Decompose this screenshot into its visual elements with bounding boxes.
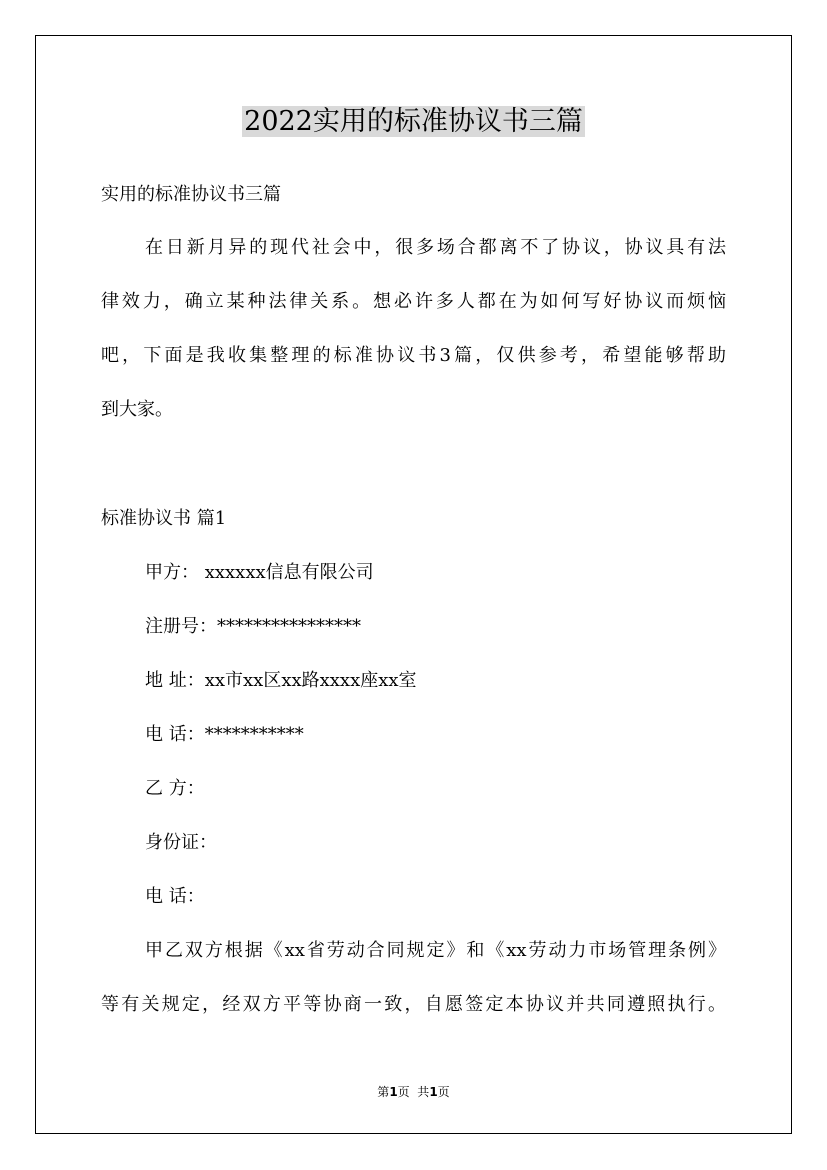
footer-page-current: 1 <box>389 1085 398 1099</box>
registration-line: 注册号：**************** <box>145 616 361 637</box>
document-subtitle: 实用的标准协议书三篇 <box>101 184 281 205</box>
id-card-line: 身份证： <box>145 832 217 853</box>
party-b-line: 乙 方： <box>145 778 205 799</box>
footer-mid: 页 共 <box>397 1085 430 1099</box>
intro-line-2: 律效力，确立某种法律关系。想必许多人都在为如何写好协议而烦恼 <box>101 291 726 312</box>
document-title-text: 2022实用的标准协议书三篇 <box>244 106 583 137</box>
page-footer <box>0 1084 827 1100</box>
party-a-line: 甲方： xxxxxx信息有限公司 <box>145 562 374 583</box>
address-line: 地 址：xx市xx区xx路xxxx座xx室 <box>145 670 417 691</box>
intro-line-1: 在日新月异的现代社会中，很多场合都离不了协议，协议具有法 <box>145 237 726 258</box>
phone-a-line: 电 话：*********** <box>145 724 304 745</box>
intro-line-3: 吧，下面是我收集整理的标准协议书3篇，仅供参考，希望能够帮助 <box>101 345 726 366</box>
footer-prefix: 第 <box>377 1085 390 1099</box>
footer-page-total: 1 <box>429 1085 438 1099</box>
phone-b-line: 电 话： <box>145 886 205 907</box>
clause-line-1: 甲乙双方根据《xx省劳动合同规定》和《xx劳动力市场管理条例》 <box>145 940 726 961</box>
document-title <box>0 102 827 142</box>
section-heading: 标准协议书 篇1 <box>101 508 227 529</box>
intro-line-4: 到大家。 <box>101 399 173 420</box>
clause-line-2: 等有关规定，经双方平等协商一致，自愿签定本协议并共同遵照执行。 <box>101 994 726 1015</box>
footer-suffix: 页 <box>437 1085 450 1099</box>
